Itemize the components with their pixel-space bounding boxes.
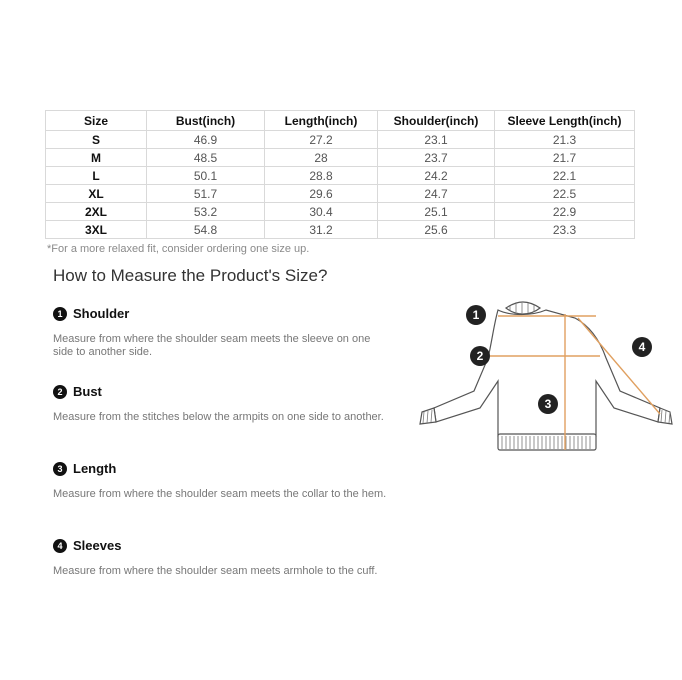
step-description: Measure from the stitches below the armpits on one side to another. [53, 411, 384, 423]
length-cell: 28 [265, 149, 378, 167]
step-description: Measure from where the shoulder seam meets the collar to the hem. [53, 488, 387, 500]
marker-2 [470, 346, 490, 366]
step-heading [53, 538, 393, 553]
header-size: Size [46, 111, 147, 131]
length-cell: 29.6 [265, 185, 378, 203]
sweater-outline [420, 302, 672, 450]
shoulder-cell: 25.1 [378, 203, 495, 221]
bust-cell: 51.7 [147, 185, 265, 203]
step-title: Sleeves [73, 538, 122, 553]
table-row [46, 131, 635, 149]
measure-guide-title: How to Measure the Product's Size? [53, 266, 328, 285]
table-row [46, 149, 635, 167]
shoulder-cell: 23.7 [378, 149, 495, 167]
step-bust [53, 384, 393, 424]
sleeve-cell: 23.3 [495, 221, 635, 239]
marker-3 [538, 394, 558, 414]
marker-1-label: 1 [472, 308, 480, 322]
marker-2-label: 2 [476, 349, 484, 363]
sleeve-cell: 22.1 [495, 167, 635, 185]
sleeve-cell: 21.3 [495, 131, 635, 149]
shoulder-cell: 24.7 [378, 185, 495, 203]
length-cell: 31.2 [265, 221, 378, 239]
number-1-icon: 1 [53, 307, 67, 321]
step-heading [53, 461, 393, 476]
size-cell: XL [46, 185, 147, 203]
size-cell: 3XL [46, 221, 147, 239]
table-row [46, 167, 635, 185]
table-header-row [46, 111, 635, 131]
number-3-icon: 3 [53, 462, 67, 476]
length-cell: 30.4 [265, 203, 378, 221]
sleeve-cell: 22.5 [495, 185, 635, 203]
step-shoulder [53, 306, 393, 358]
size-cell: M [46, 149, 147, 167]
step-sleeves [53, 538, 393, 578]
table-row [46, 203, 635, 221]
size-note: *For a more relaxed fit, consider ordering one size up. [47, 243, 310, 255]
marker-3-label: 3 [544, 397, 552, 411]
marker-4-label: 4 [638, 340, 646, 354]
marker-4 [632, 337, 652, 357]
length-cell: 28.8 [265, 167, 378, 185]
bust-cell: 50.1 [147, 167, 265, 185]
step-title: Shoulder [73, 306, 130, 321]
table-row [46, 185, 635, 203]
step-title: Bust [73, 384, 102, 399]
header-sleeve-length: Sleeve Length(inch) [495, 111, 635, 131]
shoulder-cell: 24.2 [378, 167, 495, 185]
size-chart-table [45, 110, 635, 239]
bust-cell: 54.8 [147, 221, 265, 239]
bust-cell: 48.5 [147, 149, 265, 167]
length-cell: 27.2 [265, 131, 378, 149]
size-cell: S [46, 131, 147, 149]
marker-1 [466, 305, 486, 325]
header-shoulder: Shoulder(inch) [378, 111, 495, 131]
step-description: Measure from where the shoulder seam meets the sleeve on one side to another side. [53, 333, 371, 358]
bust-cell: 46.9 [147, 131, 265, 149]
shoulder-cell: 23.1 [378, 131, 495, 149]
step-heading [53, 306, 393, 321]
size-cell: L [46, 167, 147, 185]
bust-cell: 53.2 [147, 203, 265, 221]
sleeve-cell: 22.9 [495, 203, 635, 221]
step-length [53, 461, 393, 501]
header-bust: Bust(inch) [147, 111, 265, 131]
step-description: Measure from where the shoulder seam meets armhole to the cuff. [53, 565, 378, 577]
step-title: Length [73, 461, 117, 476]
step-heading [53, 384, 393, 399]
header-length: Length(inch) [265, 111, 378, 131]
table-row [46, 221, 635, 239]
size-cell: 2XL [46, 203, 147, 221]
shoulder-cell: 25.6 [378, 221, 495, 239]
sweater-diagram [410, 296, 680, 466]
number-4-icon: 4 [53, 539, 67, 553]
sleeve-cell: 21.7 [495, 149, 635, 167]
number-2-icon: 2 [53, 385, 67, 399]
